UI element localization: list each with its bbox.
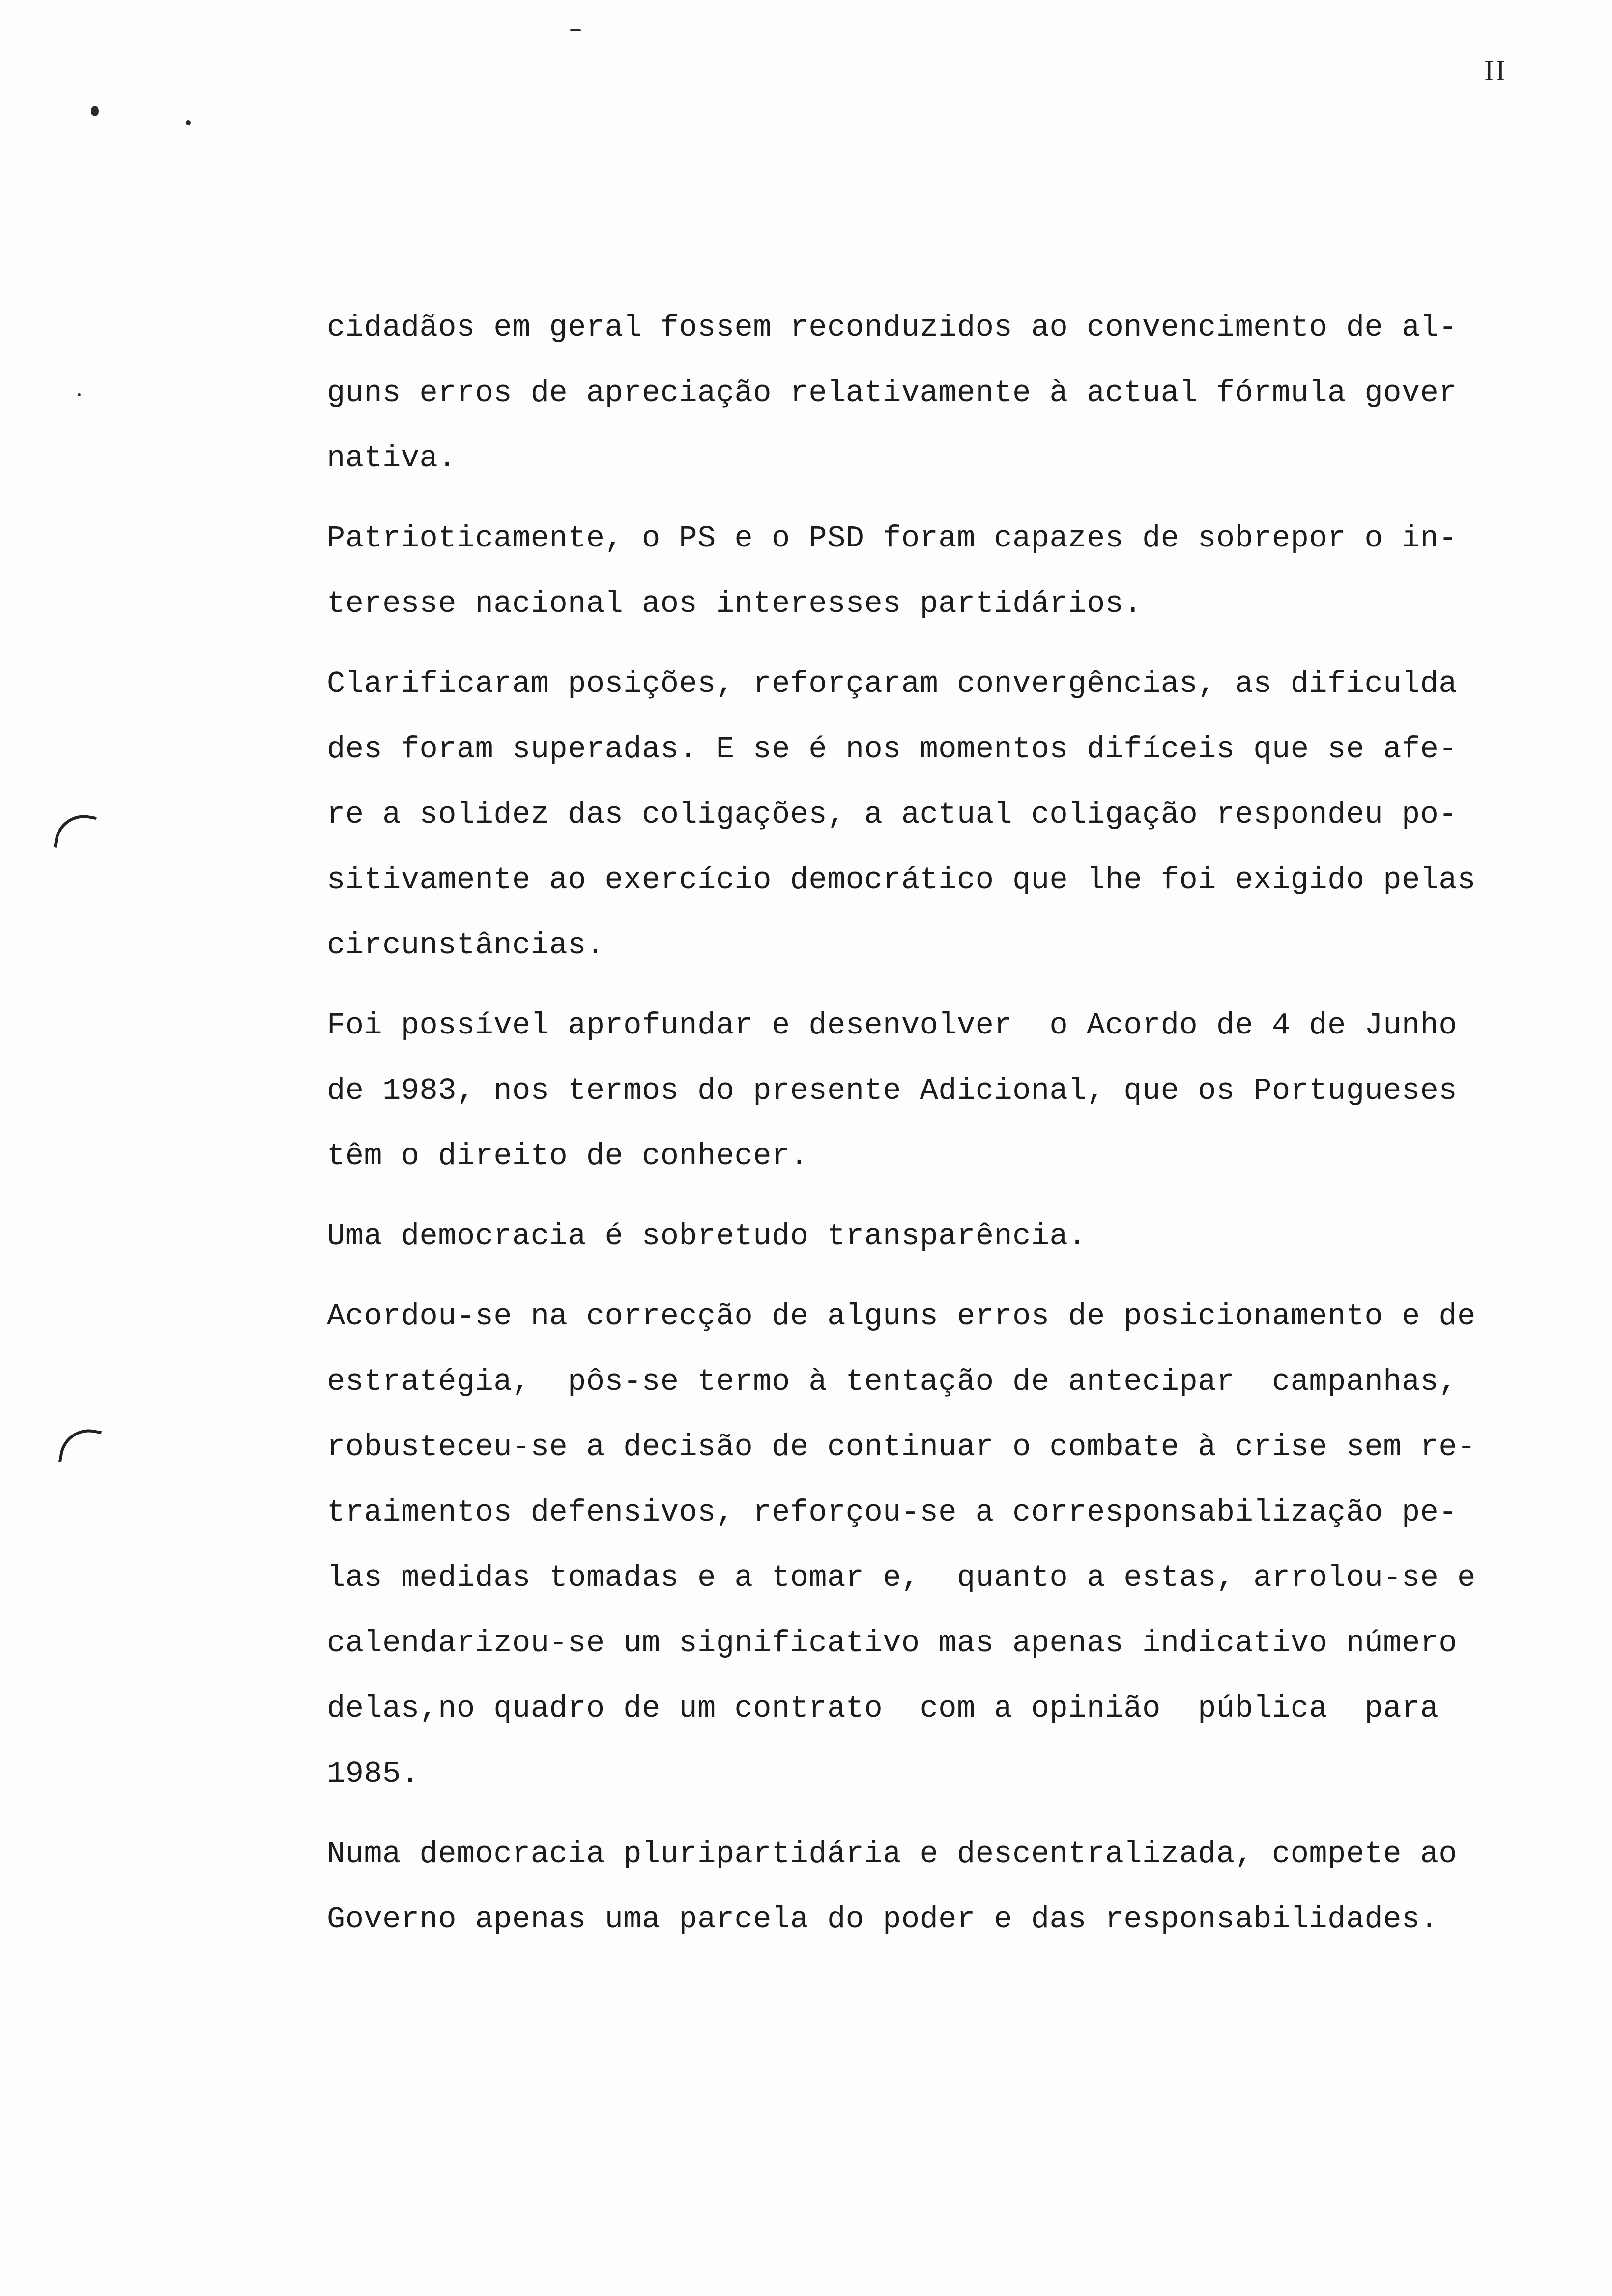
text-line: sitivamente ao exercício democrático que lhe foi exigido pelas [327,862,1476,897]
text-line: re a solidez das coligações, a actual coligação respondeu po- [327,797,1458,832]
text-line: des foram superadas. E se é nos momentos difíceis que se afe- [327,732,1458,767]
punch-hole-mark [58,1425,102,1468]
text-line: de 1983, nos termos do presente Adicional, que os Portugueses [327,1073,1458,1108]
text-line: Clarificaram posições, reforçaram convergências, as dificulda [327,666,1458,701]
text-line: nativa. [327,441,457,476]
text-line: guns erros de apreciação relativamente à actual fórmula gover [327,375,1458,410]
text-line: estratégia, pôs-se termo à tentação de antecipar campanhas, [327,1364,1458,1399]
text-line: cidadãos em geral fossem reconduzidos ao convencimento de al- [327,310,1458,345]
scan-speck [78,393,81,396]
text-line: delas,no quadro de um contrato com a opinião pública para [327,1691,1439,1726]
text-line: robusteceu-se a decisão de continuar o combate à crise sem re- [327,1430,1476,1464]
page-number: II [1484,55,1507,86]
text-line: 1985. [327,1756,420,1791]
paragraph [327,1284,1546,1807]
scan-speck [91,106,99,116]
paragraph [327,506,1546,636]
text-line: calendarizou-se um significativo mas apenas indicativo número [327,1626,1458,1661]
paragraph [327,295,1546,491]
paragraph [327,651,1546,978]
text-line: Numa democracia pluripartidária e descentralizada, compete ao [327,1837,1458,1871]
text-line: circunstâncias. [327,928,605,963]
text-line: teresse nacional aos interesses partidários. [327,586,1143,621]
paragraph [327,1821,1546,1952]
text-line: traimentos defensivos, reforçou-se a corresponsabilização pe- [327,1495,1458,1530]
text-line: las medidas tomadas e a tomar e, quanto a estas, arrolou-se e [327,1560,1476,1595]
body-text [327,295,1546,1952]
text-line: Governo apenas uma parcela do poder e das responsabilidades. [327,1902,1439,1937]
scan-speck [186,120,191,125]
punch-hole-mark [54,810,97,854]
paragraph [327,993,1546,1189]
text-line: Acordou-se na correcção de alguns erros de posicionamento e de [327,1299,1476,1334]
paragraph [327,1204,1546,1269]
text-line: têm o direito de conhecer. [327,1139,809,1174]
text-line: Patrioticamente, o PS e o PSD foram capazes de sobrepor o in- [327,521,1458,556]
text-line: Uma democracia é sobretudo transparência. [327,1219,1087,1254]
scan-speck [570,29,581,31]
text-line: Foi possível aprofundar e desenvolver o Acordo de 4 de Junho [327,1008,1458,1043]
